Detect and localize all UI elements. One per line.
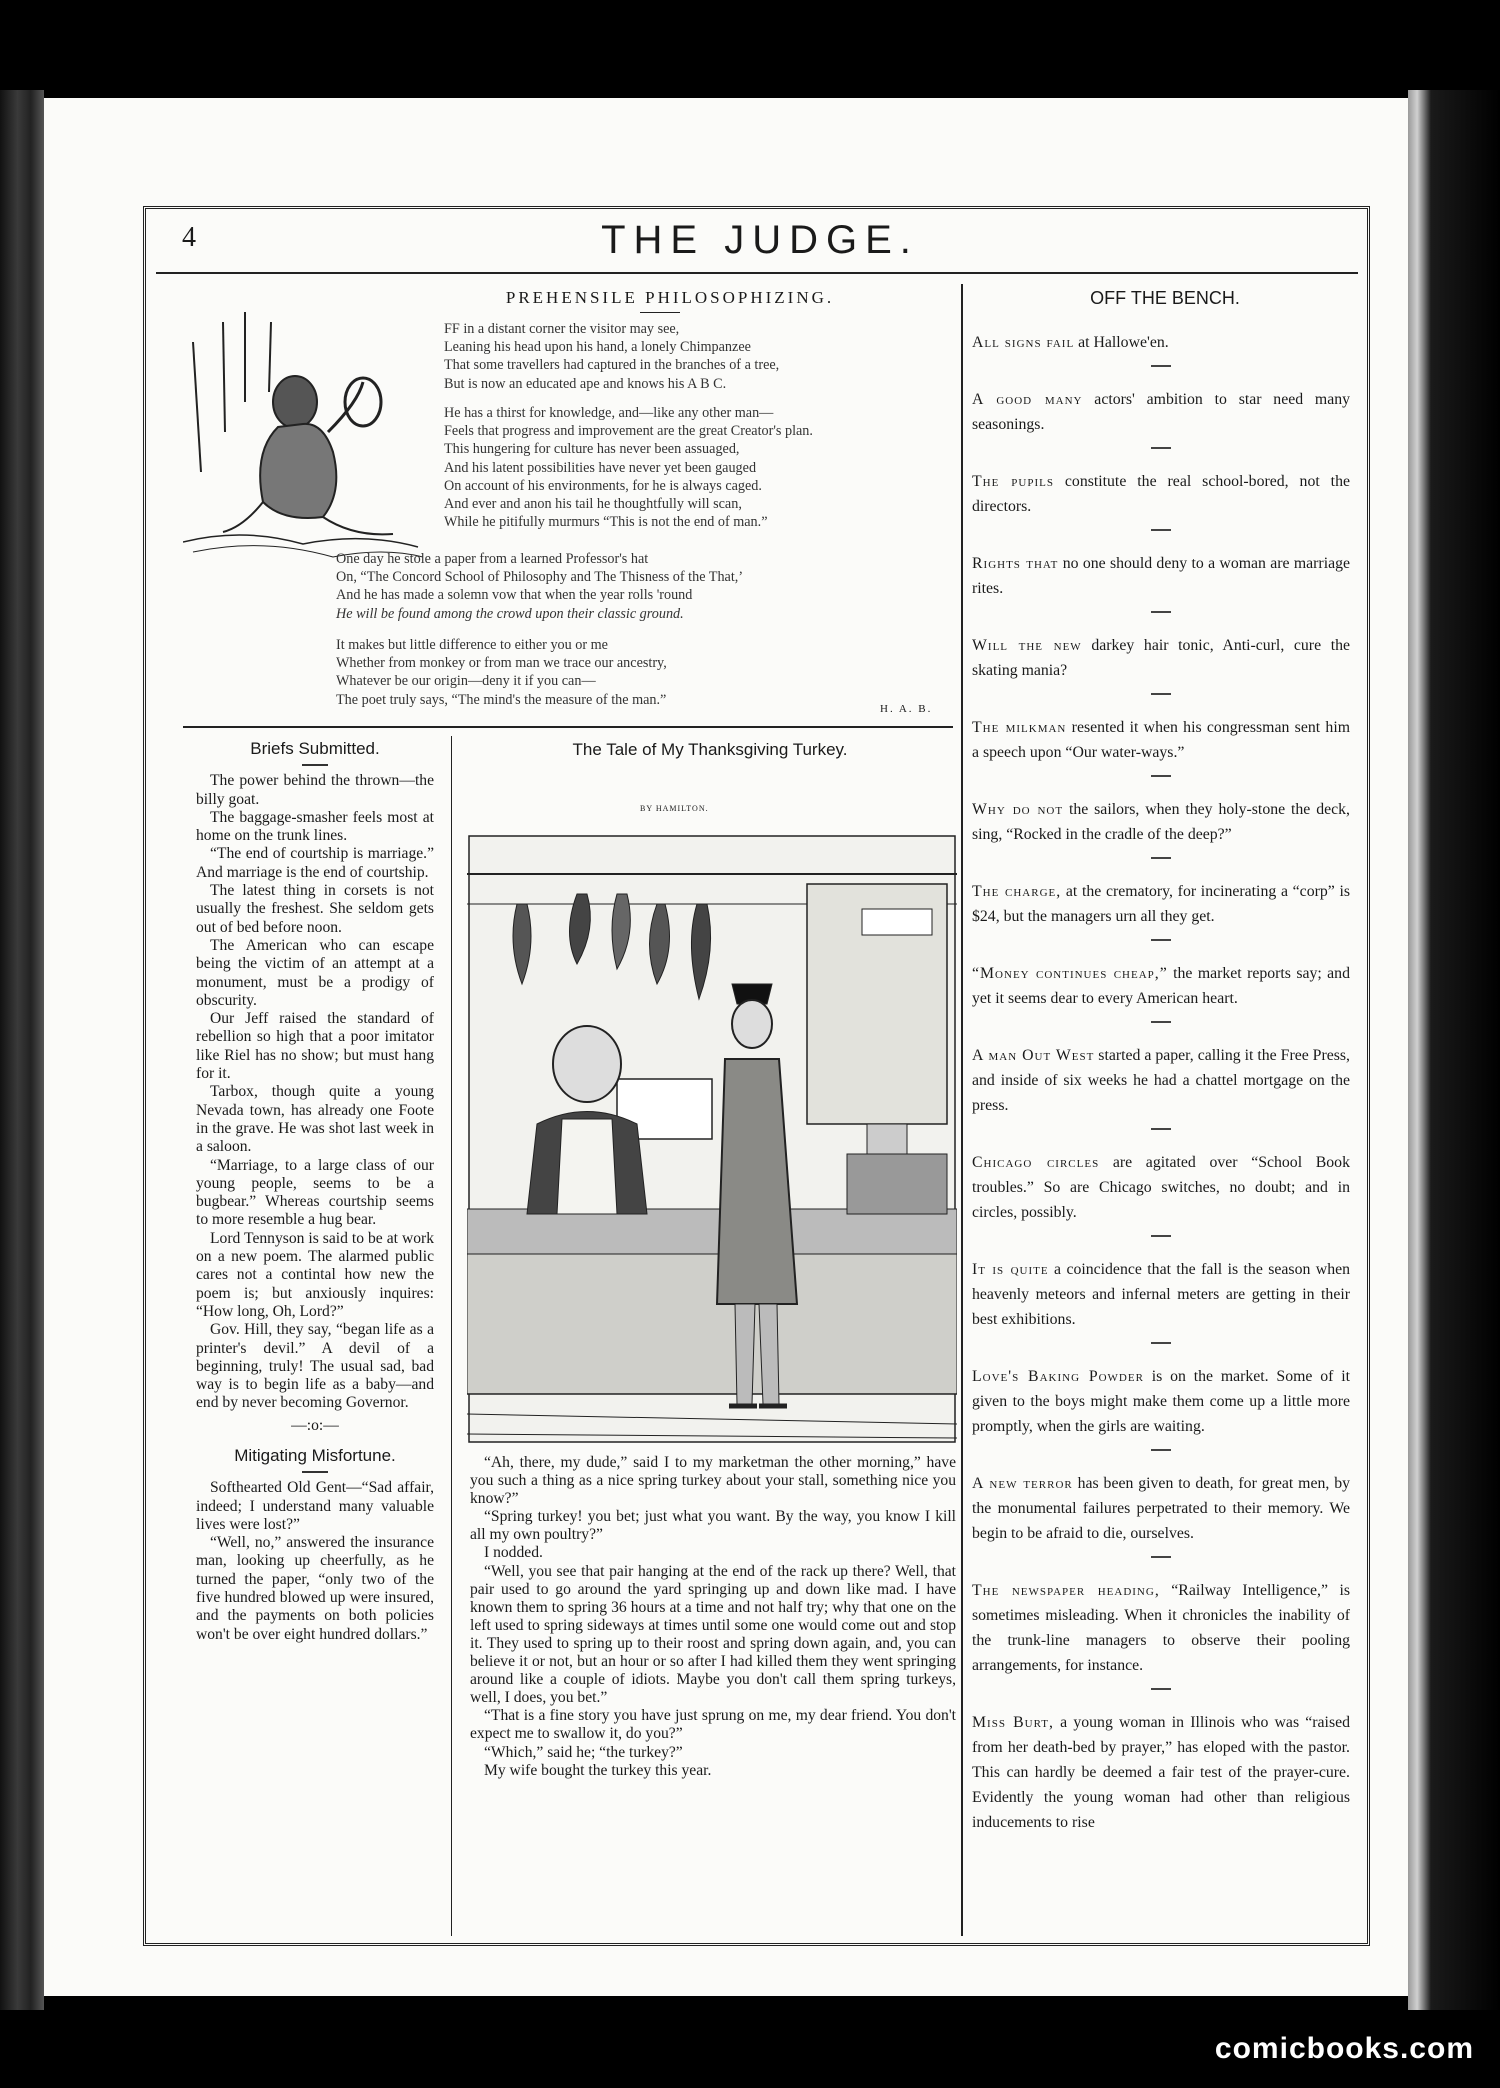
brief-paragraph: Lord Tennyson is said to be at work on a new poem. The alarmed public cares not a contintal how new the poem is; but anxiously inquires: “How long, Oh, Lord?” [196, 1229, 434, 1320]
bench-item [972, 1471, 1350, 1546]
bench-lead: Love's Baking Powder [972, 1368, 1144, 1385]
brief-paragraph: “The end of courtship is marriage.” And marriage is the end of courtship. [196, 845, 434, 881]
item-divider [1151, 1688, 1171, 1690]
poem-line: And ever and anon his tail he thoughtfully will scan, [444, 496, 742, 513]
bench-text: “Railway Intelligence,” is sometimes misleading. When it chronicles the inability of the trunk-line managers to observe their pooling arrangements, for instance. [972, 1582, 1350, 1674]
mitigating-paragraph: “Well, no,” answered the insurance man, looking up cheerfully, as he turned the paper, “only two of the five hundred blowed up were insured, and the payments on both policies won't be over eight hundred dollars.” [196, 1534, 434, 1643]
item-divider [1151, 1021, 1171, 1023]
bench-lead: A good many [972, 391, 1083, 408]
poem-signature: H. A. B. [880, 703, 933, 715]
bench-item [972, 633, 1350, 683]
bench-text: the market reports say; and yet it seems dear to every American heart. [972, 965, 1350, 1007]
item-divider [1151, 529, 1171, 531]
tale-paragraph: “Ah, there, my dude,” said I to my marketman the other morning,” have you such a thing as a nice spring turkey about your stall, something nice you know?” [470, 1454, 956, 1508]
brief-paragraph: “Marriage, to a large class of our young people, seems to be a bugbear.” Whereas courtship seems to more resemble a hug bear. [196, 1156, 434, 1229]
bench-item [972, 797, 1350, 847]
bench-text: at the crematory, for incinerating a “corp” is $24, but the managers urn all they get. [972, 883, 1351, 925]
poem-line: One day he stole a paper from a learned Professor's hat [336, 551, 649, 567]
poem-bottom-rule [183, 726, 953, 728]
poem-line: It makes but little difference to either you or me [336, 637, 608, 653]
poem-line: This hungering for culture has never been assuaged, [444, 441, 740, 458]
item-divider [1151, 1235, 1171, 1237]
bench-item [972, 1364, 1350, 1439]
page-edge [1408, 90, 1500, 2010]
poem-line: And he has made a solemn vow that when the year rolls 'round [336, 587, 693, 604]
column-rule-left [451, 736, 452, 1936]
bench-item [972, 551, 1350, 601]
bench-lead: All signs fail [972, 334, 1075, 351]
bench-text: a young woman in Illinois who was “raised from her death-bed by prayer,” has eloped with the pastor. This can hardly be deemed a fair test of the prayer-cure. Evidently the young woman had other than religious inducements to rise [972, 1714, 1351, 1831]
poem-line: He will be found among the crowd upon their classic ground. [336, 605, 684, 622]
bench-item [972, 879, 1350, 929]
bench-text: the sailors, when they holy-stone the deck, sing, “Rocked in the cradle of the deep?” [972, 801, 1350, 843]
tale-title: The Tale of My Thanksgiving Turkey. [572, 740, 848, 759]
bench-lead: Will the new [972, 637, 1082, 654]
poem-stanza-4 [336, 636, 667, 709]
bench-text: are agitated over “School Book troubles.” So are Chicago switches, no doubt; and in circles, possibly. [972, 1154, 1350, 1221]
poem-line: He has a thirst for knowledge, and—like any other man— [444, 405, 774, 421]
bench-item [972, 1257, 1350, 1332]
tale-paragraph: “Which,” said he; “the turkey?” [484, 1743, 683, 1761]
poem-line: On, “The Concord School of Philosophy and The Thisness of the That,’ [336, 569, 744, 586]
poem-line: Leaning his head upon his hand, a lonely Chimpanzee [444, 339, 751, 356]
item-divider [1151, 365, 1171, 367]
bench-lead: It is quite [972, 1261, 1049, 1278]
title-rule [302, 764, 328, 766]
bench-item [972, 715, 1350, 765]
bench-text: at Hallowe'en. [1074, 334, 1169, 351]
tale-paragraph: My wife bought the turkey this year. [484, 1761, 712, 1779]
item-divider [1151, 775, 1171, 777]
item-divider [1151, 447, 1171, 449]
bench-lead: The newspaper heading, [972, 1582, 1160, 1599]
brief-paragraph: The latest thing in corsets is not usually the freshest. She seldom gets out of bed before noon. [196, 882, 434, 936]
page-number: 4 [182, 222, 196, 253]
bench-lead: A new terror [972, 1475, 1073, 1492]
bench-lead: “Money continues cheap,” [972, 965, 1168, 982]
brief-paragraph: Gov. Hill, they say, “began life as a printer's devil.” A devil of a beginning, truly! The usual sad, bad way is to begin life as a baby—and end by never becoming Governor. [196, 1321, 434, 1412]
masthead: THE JUDGE. [601, 218, 919, 262]
tale-paragraph: I nodded. [484, 1544, 543, 1562]
briefs-title: Briefs Submitted. [250, 739, 380, 758]
bench-item [972, 1710, 1350, 1835]
masthead-rule [156, 272, 1358, 274]
bench-text: darkey hair tonic, Anti-curl, cure the skating mania? [972, 637, 1350, 679]
bench-text: constitute the real school-bored, not the directors. [972, 473, 1350, 515]
poem-line: FF in a distant corner the visitor may see, [444, 321, 680, 337]
butcher-shop-illustration [467, 834, 957, 1444]
mitigating-paragraph: Softhearted Old Gent—“Sad affair, indeed; I understand many valuable lives were lost?” [196, 1479, 434, 1533]
column-rule-right [961, 284, 963, 1936]
bench-lead: Miss Burt, [972, 1714, 1054, 1731]
poem-line: The poet truly says, “The mind's the measure of the man.” [336, 691, 667, 708]
bench-item [972, 1578, 1350, 1678]
bench-lead: A man Out West [972, 1047, 1095, 1064]
poem-line: Feels that progress and improvement are the great Creator's plan. [444, 423, 813, 440]
bench-text: no one should deny to a woman are marriage rites. [972, 555, 1351, 597]
item-divider [1151, 611, 1171, 613]
poem-line: While he pitifully murmurs “This is not the end of man.” [444, 514, 768, 531]
mitigating-title: Mitigating Misfortune. [234, 1445, 396, 1465]
poem-stanza-3 [336, 550, 743, 623]
bench-item [972, 1043, 1350, 1118]
bench-item [972, 961, 1350, 1011]
briefs-column [196, 740, 434, 1644]
poem-line: Whatever be our origin—deny it if you can— [336, 673, 596, 690]
bench-lead: The pupils [972, 473, 1054, 490]
item-divider [1151, 857, 1171, 859]
bench-text: a coincidence that the fall is the season when heavenly meteors and infernal meters are getting in their best exhibitions. [972, 1261, 1350, 1328]
poem-stanza-1 [444, 320, 779, 393]
poem-line: But is now an educated ape and knows his A B C. [444, 375, 727, 392]
tale-body [470, 1454, 956, 1780]
poem-line: Whether from monkey or from man we trace our ancestry, [336, 655, 667, 672]
tale-paragraph: “Spring turkey! you bet; just what you want. By the way, you know I kill all my own poultry?” [470, 1508, 956, 1544]
item-divider [1151, 1342, 1171, 1344]
poem-line: That some travellers had captured in the branches of a tree, [444, 357, 780, 374]
tale-byline: BY HAMILTON. [640, 804, 709, 813]
bench-item [972, 387, 1350, 437]
brief-paragraph: The baggage-smasher feels most at home on the trunk lines. [196, 808, 434, 845]
bench-item [972, 1150, 1350, 1225]
bench-text: resented it when his congressman sent him a speech upon “Our water-ways.” [972, 719, 1350, 761]
bench-text: has been given to death, for great men, by the monumental failures perpetrated to their memory. We begin to be afraid to die, ourselves. [972, 1475, 1350, 1542]
bench-title: OFF THE BENCH. [1090, 288, 1240, 308]
poem-title: PREHENSILE PHILOSOPHIZING. [505, 288, 835, 307]
poem-stanza-2 [444, 404, 813, 531]
item-divider [1151, 1449, 1171, 1451]
site-watermark: comicbooks.com [1214, 2032, 1474, 2065]
brief-paragraph: Tarbox, though quite a young Nevada town, has already one Foote in the grave. He was shot last week in a saloon. [196, 1083, 434, 1156]
bench-lead: Why do not [972, 801, 1064, 818]
bench-lead: Chicago circles [972, 1154, 1100, 1171]
brief-paragraph: The power behind the thrown—the billy goat. [196, 772, 434, 808]
bench-lead: Rights that [972, 555, 1059, 572]
brief-paragraph: Our Jeff raised the standard of rebellion so high that a poor imitator like Riel has no show; but must hang for it. [196, 1010, 434, 1083]
bench-item [972, 330, 1350, 355]
binding-edge [0, 90, 44, 2010]
item-divider [1151, 1128, 1171, 1130]
tale-paragraph: “Well, you see that pair hanging at the end of the rack up there? Well, that pair used to go around the yard springing up and down like mad. I have known them to spring 36 hours at a time and not half try; why that one on the left used to spring sideways at times until some one would come out and stop it. They used to spring up to their roost and spring down again, and, you can believe it or not, but an hour or so after I had killed them they went springing around like a couple of idiots. Maybe you don't call them spring turkeys, well, I does, you bet.” [470, 1562, 956, 1707]
tale-paragraph: “That is a fine story you have just sprung on me, my dear friend. You don't expect me to swallow it, do you?” [470, 1707, 956, 1743]
poem-line: And his latent possibilities have never yet been gauged [444, 459, 757, 476]
bench-item [972, 469, 1350, 519]
bench-text: started a paper, calling it the Free Press, and inside of six weeks he had a chattel mortgage on the press. [972, 1047, 1350, 1114]
bench-column [972, 330, 1350, 1835]
item-divider [1151, 1556, 1171, 1558]
poem-line: On account of his environments, for he is always caged. [444, 477, 762, 494]
bench-text: is on the market. Some of it given to the boys might make them come up a little more promptly, when the girls are waiting. [972, 1368, 1350, 1435]
bench-lead: The milkman [972, 719, 1067, 736]
bench-text: actors' ambition to star need many seasonings. [972, 391, 1350, 433]
chimpanzee-illustration [183, 312, 423, 562]
bench-lead: The charge, [972, 883, 1062, 900]
title-rule [302, 1471, 328, 1473]
item-divider [1151, 939, 1171, 941]
poem-title-rule [640, 312, 680, 313]
section-separator: —:o:— [291, 1416, 339, 1434]
item-divider [1151, 693, 1171, 695]
brief-paragraph: The American who can escape being the victim of an attempt at a monument, must be a prodigy of obscurity. [196, 936, 434, 1009]
